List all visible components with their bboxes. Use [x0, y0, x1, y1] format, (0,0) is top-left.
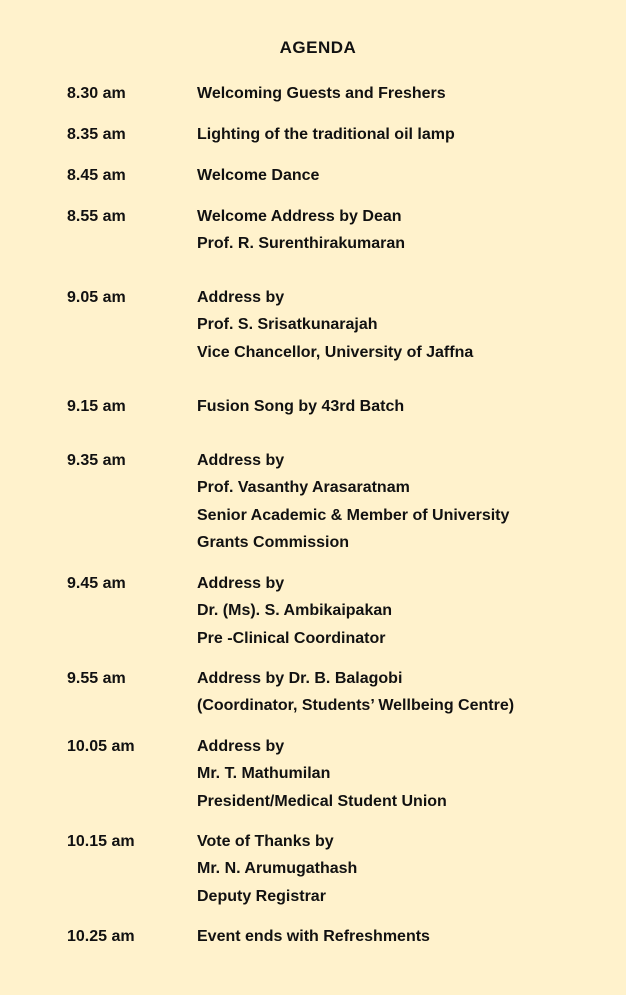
- agenda-description: [197, 80, 446, 107]
- agenda-line: Vice Chancellor, University of Jaffna: [197, 343, 474, 361]
- agenda-time: 9.55 am: [67, 670, 126, 687]
- agenda-description: [197, 570, 392, 652]
- agenda-time: 8.55 am: [67, 208, 126, 225]
- agenda-description: [197, 162, 319, 189]
- agenda-line: Address by: [197, 575, 285, 592]
- agenda-line: Lighting of the traditional oil lamp: [197, 126, 455, 143]
- agenda-description: [197, 923, 430, 950]
- agenda-time: 9.35 am: [67, 452, 126, 469]
- agenda-description: [197, 665, 514, 720]
- agenda-line: Deputy Registrar: [197, 887, 326, 905]
- agenda-line: Mr. N. Arumugathash: [197, 860, 358, 878]
- agenda-description: [197, 733, 447, 815]
- agenda-line: Senior Academic & Member of University: [197, 506, 510, 524]
- agenda-line: Address by: [197, 452, 285, 469]
- agenda-line: Fusion Song by 43rd Batch: [197, 398, 405, 415]
- agenda-line: Welcome Dance: [197, 167, 320, 184]
- agenda-time: 10.05 am: [67, 738, 135, 755]
- agenda-time: 10.25 am: [67, 928, 135, 945]
- agenda-time: 9.15 am: [67, 398, 126, 415]
- agenda-line: Welcome Address by Dean: [197, 208, 402, 225]
- agenda-time: 9.05 am: [67, 289, 126, 306]
- agenda-line: Prof. S. Srisatkunarajah: [197, 316, 378, 334]
- agenda-line: Event ends with Refreshments: [197, 928, 430, 945]
- agenda-line: Dr. (Ms). S. Ambikaipakan: [197, 602, 393, 620]
- agenda-line: Vote of Thanks by: [197, 833, 334, 850]
- agenda-description: [197, 284, 473, 366]
- agenda-line: Pre -Clinical Coordinator: [197, 629, 386, 647]
- agenda-description: [197, 203, 405, 258]
- agenda-description: [197, 447, 509, 556]
- agenda-line: Prof. R. Surenthirakumaran: [197, 235, 406, 253]
- agenda-time: 8.30 am: [67, 85, 126, 102]
- agenda-description: [197, 121, 455, 148]
- agenda-line: Prof. Vasanthy Arasaratnam: [197, 479, 410, 497]
- page-title: AGENDA: [279, 38, 357, 57]
- agenda-line: Address by Dr. B. Balagobi: [197, 670, 403, 687]
- agenda-description: [197, 828, 357, 910]
- agenda-time: 9.45 am: [67, 575, 126, 592]
- agenda-line: (Coordinator, Students’ Wellbeing Centre): [197, 697, 515, 715]
- agenda-description: [197, 393, 404, 420]
- agenda-line: Address by: [197, 289, 285, 306]
- agenda-time: 8.45 am: [67, 167, 126, 184]
- agenda-line: President/Medical Student Union: [197, 792, 447, 810]
- agenda-line: Welcoming Guests and Freshers: [197, 85, 446, 102]
- agenda-line: Grants Commission: [197, 533, 350, 551]
- agenda-time: 8.35 am: [67, 126, 126, 143]
- agenda-time: 10.15 am: [67, 833, 135, 850]
- agenda-line: Mr. T. Mathumilan: [197, 765, 331, 783]
- agenda-line: Address by: [197, 738, 285, 755]
